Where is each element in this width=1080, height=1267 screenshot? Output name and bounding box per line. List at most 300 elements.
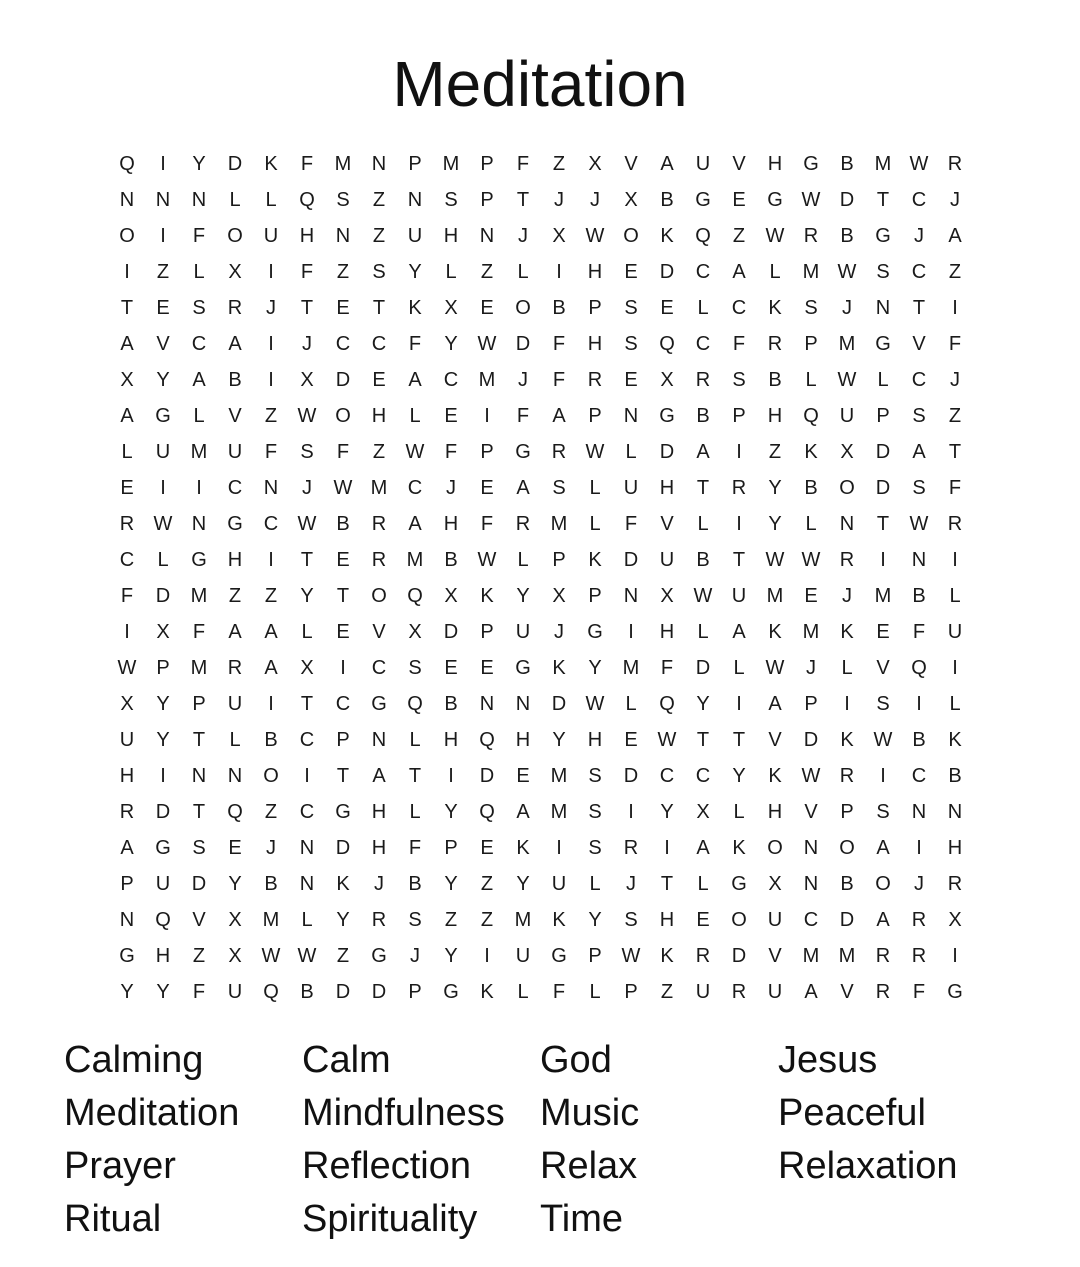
- grid-letter[interactable]: A: [660, 153, 674, 175]
- grid-letter[interactable]: U: [623, 477, 639, 499]
- grid-letter[interactable]: T: [408, 765, 422, 787]
- grid-letter[interactable]: M: [550, 513, 568, 535]
- grid-letter[interactable]: W: [801, 189, 821, 211]
- grid-letter[interactable]: I: [160, 153, 166, 175]
- grid-letter[interactable]: A: [732, 261, 746, 283]
- grid-letter[interactable]: W: [909, 513, 929, 535]
- grid-letter[interactable]: W: [693, 585, 713, 607]
- grid-letter[interactable]: I: [124, 621, 130, 643]
- grid-letter[interactable]: Z: [264, 801, 278, 823]
- grid-letter[interactable]: X: [552, 585, 566, 607]
- grid-letter[interactable]: M: [838, 333, 856, 355]
- grid-letter[interactable]: N: [227, 765, 243, 787]
- grid-letter[interactable]: R: [119, 513, 135, 535]
- grid-letter[interactable]: M: [802, 945, 820, 967]
- grid-letter[interactable]: Z: [372, 441, 386, 463]
- grid-letter[interactable]: N: [299, 873, 315, 895]
- grid-letter[interactable]: U: [263, 225, 279, 247]
- grid-letter[interactable]: A: [120, 837, 134, 859]
- grid-letter[interactable]: P: [876, 405, 890, 427]
- grid-letter[interactable]: K: [840, 729, 854, 751]
- grid-letter[interactable]: X: [660, 585, 674, 607]
- grid-letter[interactable]: C: [407, 477, 423, 499]
- grid-letter[interactable]: P: [804, 693, 818, 715]
- grid-letter[interactable]: Z: [732, 225, 746, 247]
- grid-letter[interactable]: R: [803, 225, 819, 247]
- grid-letter[interactable]: Z: [228, 585, 242, 607]
- grid-letter[interactable]: U: [695, 981, 711, 1003]
- grid-letter[interactable]: J: [518, 369, 528, 391]
- grid-letter[interactable]: L: [877, 369, 889, 391]
- grid-letter[interactable]: R: [623, 837, 639, 859]
- grid-letter[interactable]: K: [732, 837, 746, 859]
- grid-letter[interactable]: F: [732, 333, 746, 355]
- grid-letter[interactable]: A: [264, 657, 278, 679]
- grid-letter[interactable]: N: [947, 801, 963, 823]
- grid-letter[interactable]: X: [228, 945, 242, 967]
- grid-letter[interactable]: Z: [660, 981, 674, 1003]
- grid-letter[interactable]: I: [664, 837, 670, 859]
- grid-letter[interactable]: F: [192, 621, 206, 643]
- grid-letter[interactable]: L: [409, 729, 421, 751]
- grid-letter[interactable]: B: [840, 873, 854, 895]
- grid-letter[interactable]: V: [768, 729, 782, 751]
- grid-letter[interactable]: R: [911, 945, 927, 967]
- grid-letter[interactable]: U: [155, 441, 171, 463]
- grid-letter[interactable]: L: [193, 261, 205, 283]
- grid-letter[interactable]: Q: [479, 801, 495, 823]
- grid-letter[interactable]: L: [157, 549, 169, 571]
- grid-letter[interactable]: N: [479, 693, 495, 715]
- grid-letter[interactable]: W: [297, 945, 317, 967]
- grid-letter[interactable]: W: [873, 729, 893, 751]
- grid-letter[interactable]: D: [335, 981, 351, 1003]
- grid-letter[interactable]: T: [948, 441, 962, 463]
- grid-letter[interactable]: I: [556, 837, 562, 859]
- grid-letter[interactable]: G: [551, 945, 567, 967]
- grid-letter[interactable]: A: [408, 369, 422, 391]
- grid-letter[interactable]: N: [407, 189, 423, 211]
- grid-letter[interactable]: P: [480, 441, 494, 463]
- grid-letter[interactable]: L: [949, 585, 961, 607]
- grid-letter[interactable]: T: [732, 549, 746, 571]
- grid-letter[interactable]: D: [191, 873, 207, 895]
- grid-letter[interactable]: D: [695, 657, 711, 679]
- grid-letter[interactable]: M: [190, 441, 208, 463]
- grid-letter[interactable]: W: [801, 549, 821, 571]
- grid-letter[interactable]: G: [371, 693, 387, 715]
- grid-letter[interactable]: O: [515, 297, 531, 319]
- grid-letter[interactable]: F: [948, 477, 962, 499]
- grid-letter[interactable]: K: [480, 585, 494, 607]
- grid-letter[interactable]: U: [551, 873, 567, 895]
- grid-letter[interactable]: R: [947, 873, 963, 895]
- grid-letter[interactable]: A: [696, 441, 710, 463]
- grid-letter[interactable]: J: [842, 297, 852, 319]
- grid-letter[interactable]: W: [909, 153, 929, 175]
- grid-letter[interactable]: G: [947, 981, 963, 1003]
- grid-letter[interactable]: R: [119, 801, 135, 823]
- grid-letter[interactable]: V: [876, 657, 890, 679]
- grid-letter[interactable]: I: [880, 549, 886, 571]
- grid-letter[interactable]: Q: [479, 729, 495, 751]
- grid-letter[interactable]: G: [371, 945, 387, 967]
- grid-letter[interactable]: L: [265, 189, 277, 211]
- grid-letter[interactable]: Z: [156, 261, 170, 283]
- grid-letter[interactable]: R: [371, 513, 387, 535]
- grid-letter[interactable]: X: [588, 153, 602, 175]
- grid-letter[interactable]: F: [264, 441, 278, 463]
- grid-letter[interactable]: V: [192, 909, 206, 931]
- grid-letter[interactable]: W: [765, 225, 785, 247]
- grid-letter[interactable]: B: [696, 549, 710, 571]
- grid-letter[interactable]: G: [875, 333, 891, 355]
- grid-letter[interactable]: D: [479, 765, 495, 787]
- grid-letter[interactable]: Y: [732, 765, 746, 787]
- grid-letter[interactable]: E: [444, 657, 458, 679]
- grid-letter[interactable]: W: [297, 513, 317, 535]
- grid-letter[interactable]: E: [336, 549, 350, 571]
- grid-letter[interactable]: J: [266, 297, 276, 319]
- grid-letter[interactable]: W: [585, 225, 605, 247]
- grid-letter[interactable]: T: [300, 549, 314, 571]
- grid-letter[interactable]: W: [657, 729, 677, 751]
- grid-letter[interactable]: W: [837, 369, 857, 391]
- grid-letter[interactable]: G: [119, 945, 135, 967]
- grid-letter[interactable]: H: [371, 837, 387, 859]
- grid-letter[interactable]: Y: [336, 909, 350, 931]
- grid-letter[interactable]: R: [587, 369, 603, 391]
- grid-letter[interactable]: N: [803, 873, 819, 895]
- grid-letter[interactable]: N: [623, 585, 639, 607]
- grid-letter[interactable]: X: [300, 369, 314, 391]
- grid-letter[interactable]: H: [659, 909, 675, 931]
- grid-letter[interactable]: D: [551, 693, 567, 715]
- grid-letter[interactable]: A: [696, 837, 710, 859]
- grid-letter[interactable]: L: [841, 657, 853, 679]
- grid-letter[interactable]: W: [297, 405, 317, 427]
- grid-letter[interactable]: T: [876, 513, 890, 535]
- grid-letter[interactable]: D: [623, 549, 639, 571]
- grid-letter[interactable]: L: [301, 621, 313, 643]
- grid-letter[interactable]: G: [443, 981, 459, 1003]
- grid-letter[interactable]: Q: [407, 693, 423, 715]
- grid-letter[interactable]: I: [268, 261, 274, 283]
- grid-letter[interactable]: R: [911, 909, 927, 931]
- grid-letter[interactable]: I: [916, 693, 922, 715]
- grid-letter[interactable]: H: [227, 549, 243, 571]
- grid-letter[interactable]: M: [262, 909, 280, 931]
- grid-letter[interactable]: E: [696, 909, 710, 931]
- grid-letter[interactable]: G: [155, 405, 171, 427]
- grid-letter[interactable]: D: [839, 909, 855, 931]
- grid-letter[interactable]: F: [516, 153, 530, 175]
- grid-letter[interactable]: F: [552, 981, 566, 1003]
- grid-letter[interactable]: J: [266, 837, 276, 859]
- grid-letter[interactable]: P: [120, 873, 134, 895]
- grid-letter[interactable]: P: [480, 153, 494, 175]
- grid-letter[interactable]: T: [300, 297, 314, 319]
- grid-letter[interactable]: C: [911, 765, 927, 787]
- grid-letter[interactable]: L: [697, 621, 709, 643]
- grid-letter[interactable]: O: [227, 225, 243, 247]
- grid-letter[interactable]: R: [767, 333, 783, 355]
- grid-letter[interactable]: Y: [768, 477, 782, 499]
- grid-letter[interactable]: E: [480, 837, 494, 859]
- grid-letter[interactable]: B: [408, 873, 422, 895]
- grid-letter[interactable]: X: [768, 873, 782, 895]
- grid-letter[interactable]: H: [587, 729, 603, 751]
- grid-letter[interactable]: C: [731, 297, 747, 319]
- grid-letter[interactable]: D: [659, 261, 675, 283]
- grid-letter[interactable]: R: [875, 945, 891, 967]
- grid-letter[interactable]: F: [552, 369, 566, 391]
- grid-letter[interactable]: E: [228, 837, 242, 859]
- grid-letter[interactable]: P: [480, 621, 494, 643]
- grid-letter[interactable]: J: [302, 333, 312, 355]
- grid-letter[interactable]: J: [950, 189, 960, 211]
- grid-letter[interactable]: E: [516, 765, 530, 787]
- grid-letter[interactable]: E: [624, 729, 638, 751]
- grid-letter[interactable]: F: [192, 225, 206, 247]
- grid-letter[interactable]: D: [155, 585, 171, 607]
- grid-letter[interactable]: N: [263, 477, 279, 499]
- grid-letter[interactable]: J: [590, 189, 600, 211]
- grid-letter[interactable]: J: [914, 873, 924, 895]
- grid-letter[interactable]: P: [552, 549, 566, 571]
- grid-letter[interactable]: Q: [911, 657, 927, 679]
- grid-letter[interactable]: E: [444, 405, 458, 427]
- grid-letter[interactable]: U: [767, 981, 783, 1003]
- grid-letter[interactable]: T: [660, 873, 674, 895]
- grid-letter[interactable]: S: [588, 801, 602, 823]
- grid-letter[interactable]: I: [880, 765, 886, 787]
- grid-letter[interactable]: V: [660, 513, 674, 535]
- grid-letter[interactable]: L: [121, 441, 133, 463]
- grid-letter[interactable]: C: [371, 657, 387, 679]
- grid-letter[interactable]: K: [588, 549, 602, 571]
- grid-letter[interactable]: T: [336, 765, 350, 787]
- grid-letter[interactable]: U: [227, 693, 243, 715]
- grid-letter[interactable]: S: [300, 441, 314, 463]
- grid-letter[interactable]: L: [769, 261, 781, 283]
- grid-letter[interactable]: Z: [336, 261, 350, 283]
- grid-letter[interactable]: H: [767, 153, 783, 175]
- grid-letter[interactable]: I: [268, 333, 274, 355]
- grid-letter[interactable]: L: [733, 801, 745, 823]
- grid-letter[interactable]: Z: [192, 945, 206, 967]
- grid-letter[interactable]: Y: [588, 909, 602, 931]
- grid-letter[interactable]: Y: [156, 981, 170, 1003]
- grid-letter[interactable]: J: [806, 657, 816, 679]
- grid-letter[interactable]: H: [371, 405, 387, 427]
- grid-letter[interactable]: J: [554, 189, 564, 211]
- grid-letter[interactable]: B: [840, 225, 854, 247]
- grid-letter[interactable]: U: [407, 225, 423, 247]
- grid-letter[interactable]: O: [623, 225, 639, 247]
- grid-letter[interactable]: Q: [407, 585, 423, 607]
- grid-letter[interactable]: Q: [659, 693, 675, 715]
- grid-letter[interactable]: N: [911, 801, 927, 823]
- grid-letter[interactable]: W: [261, 945, 281, 967]
- grid-letter[interactable]: A: [120, 333, 134, 355]
- grid-letter[interactable]: D: [623, 765, 639, 787]
- grid-letter[interactable]: F: [660, 657, 674, 679]
- grid-letter[interactable]: G: [227, 513, 243, 535]
- grid-letter[interactable]: X: [696, 801, 710, 823]
- grid-letter[interactable]: I: [556, 261, 562, 283]
- grid-letter[interactable]: E: [336, 297, 350, 319]
- grid-letter[interactable]: D: [335, 369, 351, 391]
- grid-letter[interactable]: S: [876, 801, 890, 823]
- grid-letter[interactable]: M: [478, 369, 496, 391]
- grid-letter[interactable]: Y: [156, 729, 170, 751]
- grid-letter[interactable]: O: [371, 585, 387, 607]
- grid-letter[interactable]: S: [624, 909, 638, 931]
- grid-letter[interactable]: A: [120, 405, 134, 427]
- grid-letter[interactable]: H: [515, 729, 531, 751]
- grid-letter[interactable]: W: [153, 513, 173, 535]
- grid-letter[interactable]: B: [552, 297, 566, 319]
- grid-letter[interactable]: A: [228, 333, 242, 355]
- grid-letter[interactable]: U: [731, 585, 747, 607]
- grid-letter[interactable]: X: [300, 657, 314, 679]
- grid-letter[interactable]: N: [191, 513, 207, 535]
- grid-letter[interactable]: L: [697, 873, 709, 895]
- grid-letter[interactable]: P: [588, 297, 602, 319]
- grid-letter[interactable]: F: [516, 405, 530, 427]
- grid-letter[interactable]: T: [192, 801, 206, 823]
- grid-letter[interactable]: Z: [768, 441, 782, 463]
- grid-letter[interactable]: Y: [300, 585, 314, 607]
- grid-letter[interactable]: D: [839, 189, 855, 211]
- grid-letter[interactable]: H: [299, 225, 315, 247]
- grid-letter[interactable]: C: [911, 261, 927, 283]
- grid-letter[interactable]: S: [336, 189, 350, 211]
- grid-letter[interactable]: M: [802, 261, 820, 283]
- grid-letter[interactable]: W: [477, 333, 497, 355]
- grid-letter[interactable]: R: [371, 909, 387, 931]
- grid-letter[interactable]: I: [952, 657, 958, 679]
- grid-letter[interactable]: K: [768, 621, 782, 643]
- grid-letter[interactable]: K: [408, 297, 422, 319]
- grid-letter[interactable]: B: [696, 405, 710, 427]
- grid-letter[interactable]: S: [552, 477, 566, 499]
- grid-letter[interactable]: T: [372, 297, 386, 319]
- grid-letter[interactable]: A: [804, 981, 818, 1003]
- grid-letter[interactable]: I: [952, 945, 958, 967]
- grid-letter[interactable]: K: [660, 945, 674, 967]
- grid-letter[interactable]: M: [874, 153, 892, 175]
- grid-letter[interactable]: W: [117, 657, 137, 679]
- grid-letter[interactable]: E: [480, 657, 494, 679]
- grid-letter[interactable]: I: [952, 297, 958, 319]
- grid-letter[interactable]: K: [336, 873, 350, 895]
- grid-letter[interactable]: Y: [444, 873, 458, 895]
- grid-letter[interactable]: R: [947, 513, 963, 535]
- grid-letter[interactable]: U: [515, 945, 531, 967]
- grid-letter[interactable]: E: [120, 477, 134, 499]
- grid-letter[interactable]: F: [624, 513, 638, 535]
- grid-letter[interactable]: S: [408, 909, 422, 931]
- grid-letter[interactable]: J: [302, 477, 312, 499]
- grid-letter[interactable]: N: [839, 513, 855, 535]
- grid-letter[interactable]: S: [732, 369, 746, 391]
- grid-letter[interactable]: R: [947, 153, 963, 175]
- grid-letter[interactable]: T: [516, 189, 530, 211]
- grid-letter[interactable]: L: [697, 297, 709, 319]
- grid-letter[interactable]: X: [120, 693, 134, 715]
- grid-letter[interactable]: M: [514, 909, 532, 931]
- grid-letter[interactable]: B: [804, 477, 818, 499]
- grid-letter[interactable]: R: [839, 765, 855, 787]
- grid-letter[interactable]: Y: [444, 945, 458, 967]
- grid-letter[interactable]: M: [550, 801, 568, 823]
- grid-letter[interactable]: K: [552, 909, 566, 931]
- grid-letter[interactable]: M: [406, 549, 424, 571]
- grid-letter[interactable]: R: [551, 441, 567, 463]
- grid-letter[interactable]: K: [948, 729, 962, 751]
- grid-letter[interactable]: L: [589, 981, 601, 1003]
- grid-letter[interactable]: A: [372, 765, 386, 787]
- grid-letter[interactable]: P: [588, 405, 602, 427]
- grid-letter[interactable]: E: [732, 189, 746, 211]
- grid-letter[interactable]: Y: [552, 729, 566, 751]
- grid-letter[interactable]: N: [335, 225, 351, 247]
- grid-letter[interactable]: T: [192, 729, 206, 751]
- grid-letter[interactable]: C: [227, 477, 243, 499]
- grid-letter[interactable]: M: [802, 621, 820, 643]
- grid-letter[interactable]: S: [192, 837, 206, 859]
- grid-letter[interactable]: L: [733, 657, 745, 679]
- grid-letter[interactable]: J: [626, 873, 636, 895]
- grid-letter[interactable]: H: [155, 945, 171, 967]
- grid-letter[interactable]: O: [119, 225, 135, 247]
- grid-letter[interactable]: Z: [372, 225, 386, 247]
- grid-letter[interactable]: Y: [768, 513, 782, 535]
- grid-letter[interactable]: K: [480, 981, 494, 1003]
- grid-letter[interactable]: N: [479, 225, 495, 247]
- grid-letter[interactable]: L: [805, 369, 817, 391]
- grid-letter[interactable]: I: [268, 549, 274, 571]
- grid-letter[interactable]: G: [335, 801, 351, 823]
- grid-letter[interactable]: S: [624, 297, 638, 319]
- grid-letter[interactable]: Y: [408, 261, 422, 283]
- grid-letter[interactable]: T: [732, 729, 746, 751]
- grid-letter[interactable]: R: [731, 981, 747, 1003]
- grid-letter[interactable]: W: [585, 693, 605, 715]
- grid-letter[interactable]: V: [768, 945, 782, 967]
- grid-letter[interactable]: T: [912, 297, 926, 319]
- grid-letter[interactable]: C: [371, 333, 387, 355]
- grid-letter[interactable]: E: [624, 369, 638, 391]
- grid-letter[interactable]: T: [300, 693, 314, 715]
- grid-letter[interactable]: N: [191, 765, 207, 787]
- grid-letter[interactable]: F: [912, 621, 926, 643]
- grid-letter[interactable]: H: [587, 261, 603, 283]
- grid-letter[interactable]: I: [196, 477, 202, 499]
- grid-letter[interactable]: L: [625, 693, 637, 715]
- grid-letter[interactable]: A: [876, 837, 890, 859]
- grid-letter[interactable]: G: [731, 873, 747, 895]
- grid-letter[interactable]: P: [588, 585, 602, 607]
- grid-letter[interactable]: F: [912, 981, 926, 1003]
- grid-letter[interactable]: I: [484, 405, 490, 427]
- grid-letter[interactable]: V: [804, 801, 818, 823]
- grid-letter[interactable]: A: [192, 369, 206, 391]
- grid-letter[interactable]: S: [876, 261, 890, 283]
- grid-letter[interactable]: H: [659, 477, 675, 499]
